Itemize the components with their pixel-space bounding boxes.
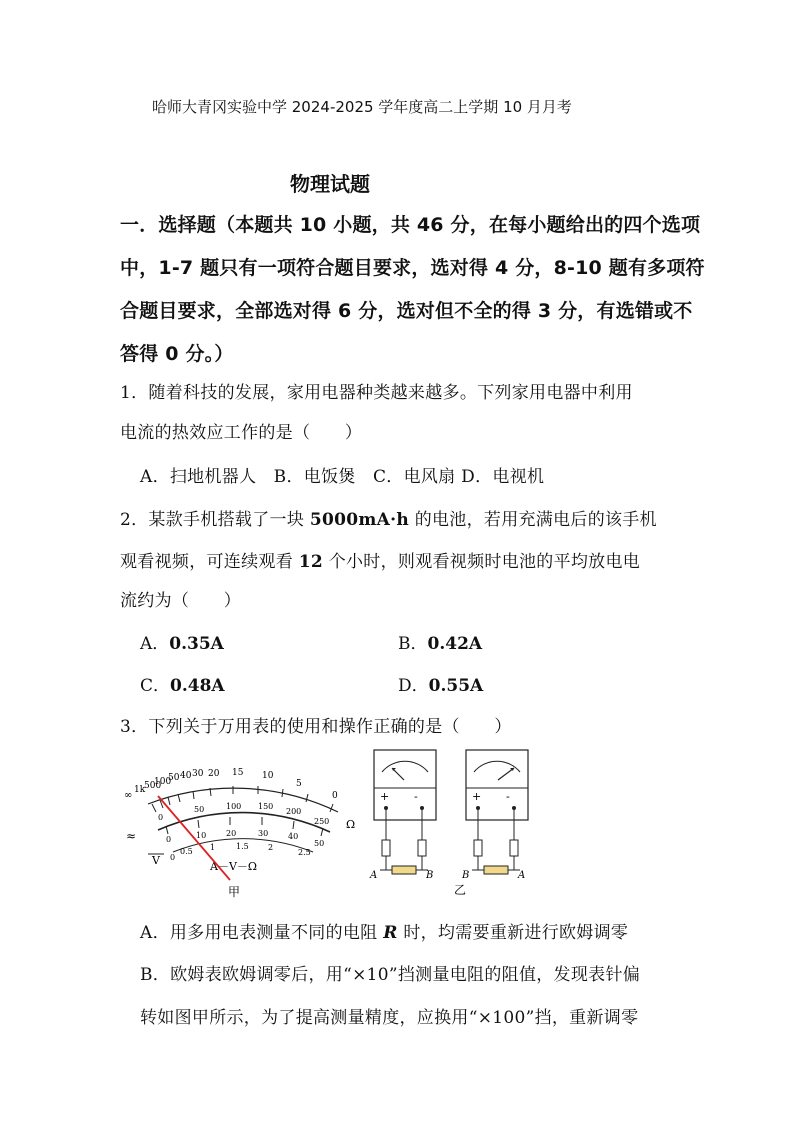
section-instruction-line: 一．选择题（本题共 10 小题，共 46 分，在每小题给出的四个选项 (120, 214, 701, 236)
circuit-left (369, 750, 436, 881)
svg-text:200: 200 (286, 807, 302, 816)
svg-text:B: B (426, 870, 434, 881)
svg-text:100: 100 (154, 777, 172, 787)
svg-text:50: 50 (194, 805, 205, 814)
svg-text:A: A (518, 870, 526, 881)
svg-text:A: A (370, 870, 378, 881)
svg-text:50: 50 (314, 839, 325, 848)
svg-text:30: 30 (258, 829, 269, 838)
svg-text:∞: ∞ (124, 790, 133, 801)
svg-text:0: 0 (332, 791, 338, 801)
question-3-option-a: A．用多用电表测量不同的电阻 R 时，均需要重新进行欧姆调零 (140, 923, 629, 943)
ohm-arc (148, 788, 338, 812)
question-1-stem: 1．随着科技的发展，家用电器种类越来越多。下列家用电器中利用 (120, 383, 633, 403)
option-a: A．0.35A (140, 634, 224, 654)
svg-text:40: 40 (180, 771, 192, 781)
svg-text:甲: 甲 (228, 885, 241, 899)
circuit-figure (366, 748, 536, 896)
hours-value: 12 (298, 552, 323, 572)
section-instruction-line: 中，1-7 题只有一项符合题目要求，选对得 4 分，8-10 题有多项符 (120, 257, 705, 279)
question-2-stem: 2．某款手机搭载了一块 5000mA·h 的电池，若用充满电后的该手机 (120, 510, 657, 530)
svg-text:500: 500 (144, 781, 162, 791)
svg-text:B: B (462, 870, 470, 881)
svg-text:20: 20 (226, 829, 237, 838)
question-1-options: A．扫地机器人 B．电饭煲 C．电风扇 D．电视机 (140, 467, 545, 487)
svg-text:2: 2 (268, 843, 274, 852)
svg-text:1k: 1k (134, 785, 146, 795)
question-3-option-b: 转如图甲所示，为了提高测量精度，应换用“×100”挡，重新调零 (140, 1008, 639, 1028)
section-instruction-line: 答得 0 分。） (120, 343, 234, 365)
svg-text:-: - (506, 790, 510, 803)
svg-text:100: 100 (226, 802, 242, 811)
svg-text:乙: 乙 (454, 883, 467, 896)
question-1-stem: 电流的热效应工作的是（ ） (120, 423, 363, 443)
exam-header: 哈师大青冈实验中学 2024-2025 学年度高二上学期 10 月月考 (152, 98, 572, 116)
option-d: D．0.55A (398, 676, 484, 696)
battery-capacity: 5000mA·h (309, 510, 409, 530)
svg-text:0: 0 (166, 835, 172, 844)
svg-text:A－V－Ω: A－V－Ω (210, 860, 258, 873)
multimeter-dial-figure (118, 762, 368, 902)
svg-text:Ω: Ω (346, 818, 356, 831)
svg-text:+: + (380, 790, 390, 803)
option-c: C．0.48A (140, 676, 225, 696)
question-3-stem: 3．下列关于万用表的使用和操作正确的是（ ） (120, 717, 512, 737)
svg-text:5: 5 (296, 779, 302, 789)
page-title: 物理试题 (290, 172, 370, 196)
svg-text:20: 20 (208, 769, 220, 779)
question-3-option-b: B．欧姆表欧姆调零后，用“×10”挡测量电阻的阻值，发现表针偏 (140, 965, 641, 985)
dc-arc (158, 813, 330, 832)
svg-text:+: + (472, 790, 482, 803)
section-instruction-line: 合题目要求，全部选对得 6 分，选对但不全的得 3 分，有选错或不 (120, 300, 693, 322)
option-b: B．0.42A (398, 634, 483, 654)
svg-text:0: 0 (158, 813, 164, 822)
question-2-stem: 流约为（ ） (120, 591, 242, 611)
svg-text:1: 1 (210, 843, 216, 852)
svg-text:10: 10 (196, 831, 207, 840)
resistor (392, 866, 416, 874)
svg-text:0.5: 0.5 (180, 847, 193, 856)
svg-text:15: 15 (232, 768, 244, 778)
question-2-stem: 观看视频，可连续观看 12 个小时，则观看视频时电池的平均放电电 (120, 552, 641, 572)
svg-text:10: 10 (262, 771, 274, 781)
svg-text:50: 50 (168, 773, 180, 783)
svg-text:30: 30 (192, 769, 204, 779)
svg-text:1.5: 1.5 (236, 842, 249, 851)
svg-text:40: 40 (288, 832, 299, 841)
svg-text:150: 150 (258, 802, 274, 811)
svg-text:≈: ≈ (126, 829, 137, 843)
svg-text:V: V (152, 854, 160, 867)
svg-text:-: - (414, 790, 418, 803)
circuit-right (461, 750, 528, 881)
svg-text:0: 0 (170, 853, 176, 862)
svg-text:250: 250 (314, 817, 330, 826)
svg-text:2.5: 2.5 (298, 848, 311, 857)
